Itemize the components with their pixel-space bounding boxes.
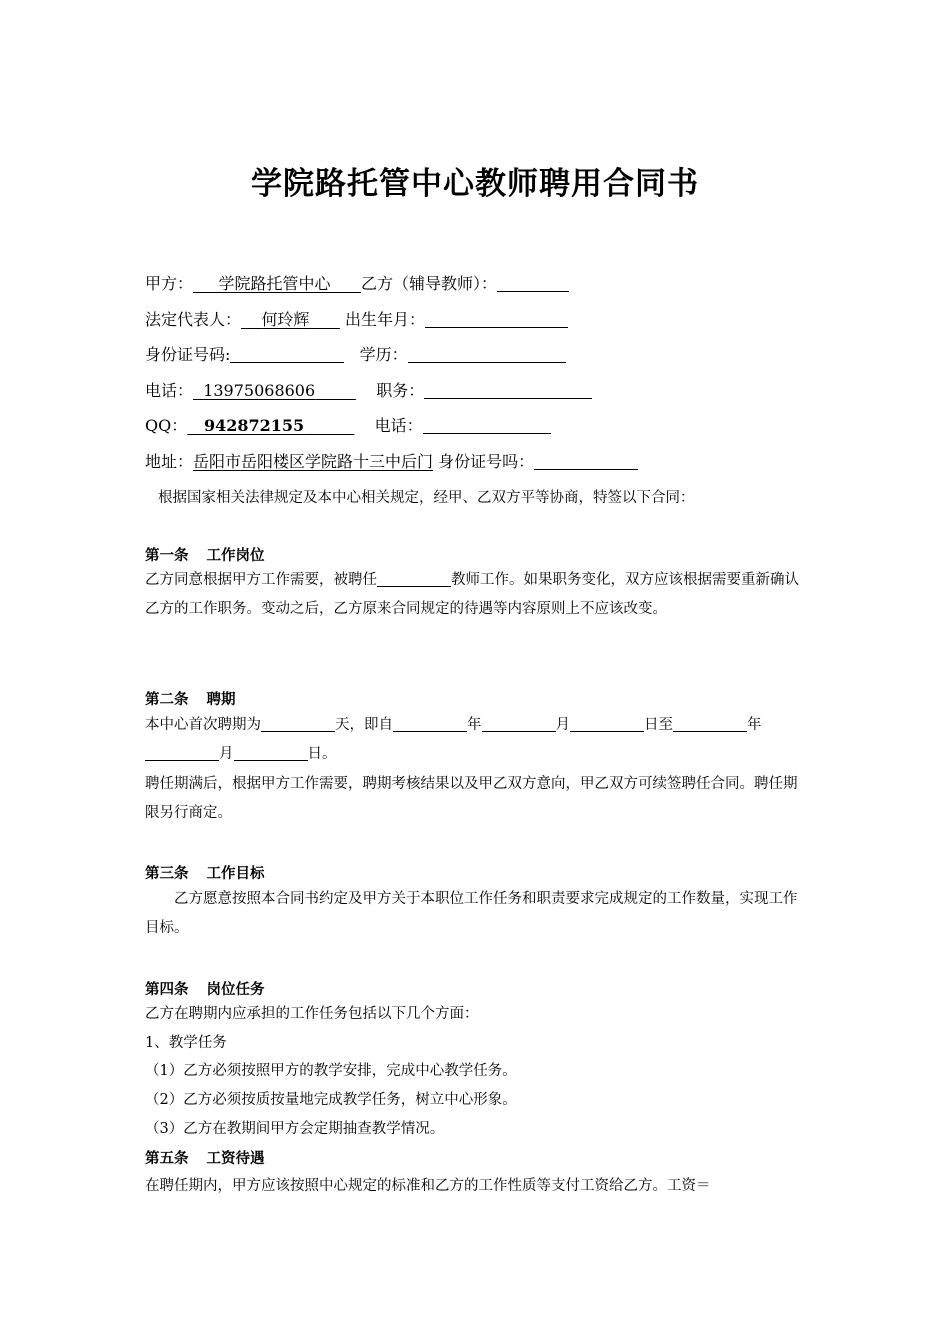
phone-underline <box>193 381 356 400</box>
section-2-heading <box>145 688 236 709</box>
party-a-label: 甲方： <box>145 274 194 293</box>
start-year-blank <box>393 714 467 732</box>
section-5-num: 第五条 <box>145 1151 189 1167</box>
term-text-2: 天，即自 <box>335 717 393 733</box>
section-1-text-a: 乙方同意根据甲方工作需要，被聘任 <box>145 572 377 588</box>
end-month-blank <box>145 743 219 761</box>
party-b-blank <box>497 274 569 292</box>
end-year-blank <box>673 714 747 732</box>
phone-value: 13975068606 <box>203 381 316 400</box>
section-2-renewal: 聘任期满后，根据甲方工作需要，聘期考核结果以及甲乙双方意向，甲乙双方可续签聘任合同。聘任期限另行商定。 <box>145 776 798 821</box>
section-1-title: 工作岗位 <box>206 548 265 564</box>
party-line <box>145 274 569 294</box>
qq-value: 942872155 <box>203 416 305 435</box>
term-text-7: 月 <box>219 746 234 762</box>
section-2-num: 第二条 <box>145 692 189 708</box>
section-4-sub-1: （1）乙方必须按照甲方的教学安排，完成中心教学任务。 <box>145 1063 517 1079</box>
id2-blank <box>534 452 638 470</box>
legal-rep-value: 何玲辉 <box>261 310 310 329</box>
section-1-num: 第一条 <box>145 548 189 564</box>
address-label: 地址： <box>145 452 194 471</box>
section-3-heading <box>145 862 265 883</box>
section-1-heading <box>145 544 265 565</box>
intro-text: 根据国家相关法律规定及本中心相关规定，经甲、乙双方平等协商，特签以下合同： <box>158 490 695 506</box>
section-5-title: 工资待遇 <box>206 1151 265 1167</box>
section-1-text <box>145 566 809 624</box>
term-text-6: 年 <box>747 717 762 733</box>
legal-rep-label: 法定代表人： <box>145 310 242 329</box>
address-value: 岳阳市岳阳楼区学院路十三中后门 <box>193 452 434 471</box>
section-4-intro: 乙方在聘期内应承担的工作任务包括以下几个方面： <box>145 1006 479 1022</box>
section-3-text: 乙方愿意按照本合同书约定及甲方关于本职位工作任务和职责要求完成规定的工作数量，实现工作目标。 <box>145 891 798 936</box>
term-text-8: 日。 <box>307 746 337 762</box>
position-blank <box>424 381 592 399</box>
section-3-num: 第三条 <box>145 866 189 882</box>
section-4-sub-3: （3）乙方在教期间甲方会定期抽查教学情况。 <box>145 1121 445 1137</box>
address-line <box>145 452 638 472</box>
section-5-text: 在聘任期内，甲方应该按照中心规定的标准和乙方的工作性质等支付工资给乙方。工资＝ <box>145 1178 711 1194</box>
section-4-heading <box>145 978 265 999</box>
id-blank <box>230 345 344 363</box>
id-label: 身份证号码: <box>145 345 231 364</box>
position-title-blank <box>377 569 451 587</box>
phone2-blank <box>423 416 551 434</box>
section-4-sub-2: （2）乙方必须按质按量地完成教学任务，树立中心形象。 <box>145 1092 517 1108</box>
section-2-term <box>145 711 809 769</box>
qq-underline <box>187 416 354 435</box>
end-day-blank <box>234 743 308 761</box>
section-3-title: 工作目标 <box>206 866 265 882</box>
party-b-label: 乙方（辅导教师）： <box>360 274 497 293</box>
education-label: 学历： <box>359 345 408 364</box>
days-blank <box>261 714 335 732</box>
document-title: 学院路托管中心教师聘用合同书 <box>251 166 699 202</box>
section-4-item-1: 1、教学任务 <box>145 1035 227 1051</box>
legal-rep-underline <box>241 310 340 329</box>
party-a-underline <box>193 274 361 293</box>
phone-label: 电话： <box>145 381 194 400</box>
section-1-text-b: 教师工作。如果职务变化，双方应该根据需要重新确认乙方的工作职务。变动之后，乙方原来合同规定的待遇等内容原则上不应该改变。 <box>145 572 799 617</box>
term-text-3: 年 <box>467 717 482 733</box>
section-4-title: 岗位任务 <box>206 982 265 998</box>
birth-blank <box>425 310 568 328</box>
birth-label: 出生年月： <box>344 310 425 329</box>
start-month-blank <box>482 714 556 732</box>
term-text-5: 日至 <box>644 717 673 733</box>
legal-rep-line <box>145 310 568 330</box>
id2-label: 身份证号吗： <box>438 452 535 471</box>
term-text-1: 本中心首次聘期为 <box>145 717 261 733</box>
phone-line <box>145 381 592 401</box>
section-5-heading <box>145 1147 265 1168</box>
term-text-4: 月 <box>555 717 570 733</box>
qq-label: QQ： <box>145 416 188 435</box>
section-4-num: 第四条 <box>145 982 189 998</box>
phone2-label: 电话： <box>374 416 423 435</box>
education-blank <box>408 345 566 363</box>
section-2-title: 聘期 <box>206 692 236 708</box>
position-label: 职务： <box>376 381 425 400</box>
party-a-value: 学院路托管中心 <box>218 274 331 293</box>
start-day-blank <box>570 714 644 732</box>
qq-line <box>145 416 551 436</box>
id-line <box>145 345 566 365</box>
